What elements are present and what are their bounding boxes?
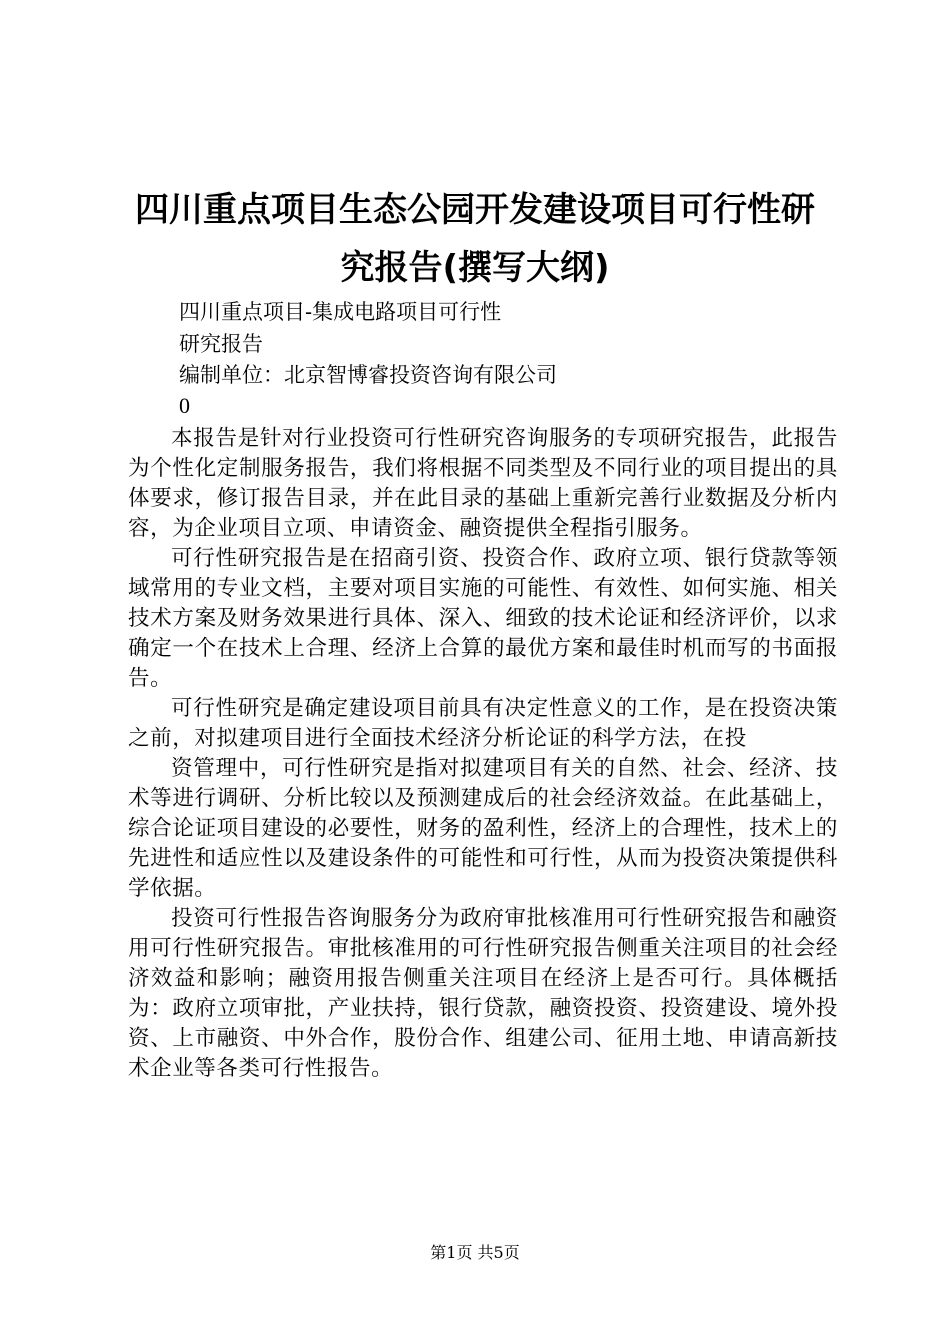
page-footer: 第1页 共5页 bbox=[430, 1243, 520, 1262]
subtitle-line-1: 四川重点项目-集成电路项目可行性 bbox=[179, 300, 502, 324]
paragraph: 可行性研究报告是在招商引资、投资合作、政府立项、银行贷款等领域常用的专业文档，主要对项目实施的可能性、有效性、如何实施、相关技术方案及财务效果进行具体、深入、细致的技术论证和经济评价，以求确定一个在技术上合理、经济上合算的最优方案和最佳时机而写的书面报告。 bbox=[128, 546, 838, 691]
paragraph: 投资可行性报告咨询服务分为政府审批核准用可行性研究报告和融资用可行性研究报告。审批核准用的可行性研究报告侧重关注项目的社会经济效益和影响；融资用报告侧重关注项目在经济上是否可行。具体概括为：政府立项审批，产业扶持，银行贷款，融资投资、投资建设、境外投资、上市融资、中外合作，股份合作、组建公司、征用土地、申请高新技术企业等各类可行性报告。 bbox=[128, 906, 838, 1081]
paragraph: 本报告是针对行业投资可行性研究咨询服务的专项研究报告，此报告为个性化定制服务报告，我们将根据不同类型及不同行业的项目提出的具体要求，修订报告目录，并在此目录的基础上重新完善行业数据及分析内容，为企业项目立项、申请资金、融资提供全程指引服务。 bbox=[128, 426, 838, 541]
compiler-unit: 编制单位：北京智博睿投资咨询有限公司 bbox=[179, 363, 557, 387]
document-title-line-2: 究报告(撰写大纲) bbox=[340, 248, 610, 288]
document-title-line-1: 四川重点项目生态公园开发建设项目可行性研 bbox=[135, 190, 815, 230]
meta-number: 0 bbox=[179, 393, 190, 418]
paragraph: 资管理中，可行性研究是指对拟建项目有关的自然、社会、经济、技术等进行调研、分析比较以及预测建成后的社会经济效益。在此基础上，综合论证项目建设的必要性，财务的盈利性，经济上的合理性，技术上的先进性和适应性以及建设条件的可能性和可行性，从而为投资决策提供科学依据。 bbox=[128, 756, 838, 901]
paragraph: 可行性研究是确定建设项目前具有决定性意义的工作，是在投资决策之前，对拟建项目进行全面技术经济分析论证的科学方法，在投 bbox=[128, 696, 838, 751]
subtitle-line-2: 研究报告 bbox=[179, 332, 263, 356]
document-body bbox=[128, 424, 838, 1084]
